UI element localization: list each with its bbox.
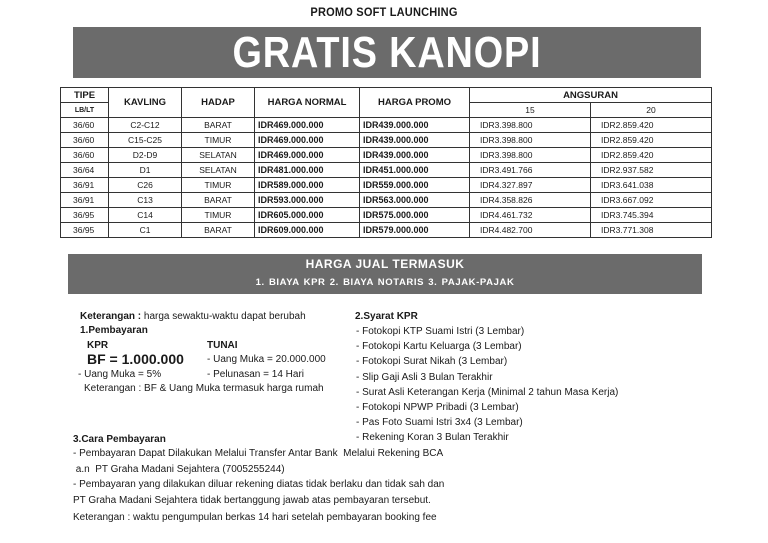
header-tipe-sub: LB/LT	[61, 103, 109, 118]
header-hadap: HADAP	[182, 88, 255, 118]
angsuran-15-cell: IDR4.461.732	[470, 208, 591, 223]
header-tipe: TIPE	[61, 88, 109, 103]
harga-normal-cell: IDR589.000.000	[255, 178, 360, 193]
syarat-title: 2.Syarat KPR	[355, 311, 418, 322]
cara-title: 3.Cara Pembayaran	[73, 434, 166, 445]
hadap-cell: BARAT	[182, 118, 255, 133]
syarat-item: - Pas Foto Suami Istri 3x4 (3 Lembar)	[356, 417, 523, 429]
hadap-cell: BARAT	[182, 223, 255, 238]
tipe-cell: 36/60	[61, 133, 109, 148]
angsuran-20-cell: IDR3.667.092	[591, 193, 712, 208]
promo-label: PROMO SOFT LAUNCHING	[310, 5, 458, 19]
angsuran-20-cell: IDR2.937.582	[591, 163, 712, 178]
hadap-cell: BARAT	[182, 193, 255, 208]
harga-normal-cell: IDR605.000.000	[255, 208, 360, 223]
cara-line: PT Graha Madani Sejahtera tidak bertanggung jawab atas pembayaran tersebut.	[73, 494, 431, 506]
header-tenor-20: 20	[591, 103, 712, 118]
table-row	[61, 148, 712, 163]
angsuran-20-cell: IDR2.859.420	[591, 133, 712, 148]
includes-title: HARGA JUAL TERMASUK	[305, 257, 465, 271]
tipe-cell: 36/95	[61, 223, 109, 238]
table-row	[61, 118, 712, 133]
table-row	[61, 163, 712, 178]
price-table	[60, 87, 712, 238]
uang-muka-kpr: - Uang Muka = 5%	[78, 369, 162, 380]
harga-promo-cell: IDR439.000.000	[360, 148, 470, 163]
angsuran-20-cell: IDR2.859.420	[591, 118, 712, 133]
harga-normal-cell: IDR469.000.000	[255, 148, 360, 163]
hadap-cell: TIMUR	[182, 133, 255, 148]
tipe-cell: 36/95	[61, 208, 109, 223]
table-row	[61, 208, 712, 223]
syarat-item: - Fotokopi KTP Suami Istri (3 Lembar)	[356, 326, 525, 337]
harga-promo-cell: IDR559.000.000	[360, 178, 470, 193]
kavling-cell: C2-C12	[109, 118, 182, 133]
hadap-cell: TIMUR	[182, 178, 255, 193]
pembayaran-title: 1.Pembayaran	[80, 325, 148, 336]
tipe-cell: 36/91	[61, 193, 109, 208]
header-harga-promo: HARGA PROMO	[360, 88, 470, 118]
kavling-cell: C14	[109, 208, 182, 223]
harga-normal-cell: IDR469.000.000	[255, 118, 360, 133]
table-row	[61, 178, 712, 193]
angsuran-20-cell: IDR2.859.420	[591, 148, 712, 163]
angsuran-15-cell: IDR4.358.826	[470, 193, 591, 208]
tipe-cell: 36/60	[61, 118, 109, 133]
bf-note: Keterangan : BF & Uang Muka termasuk harga rumah	[84, 383, 324, 394]
table-row	[61, 133, 712, 148]
uang-muka-tunai: - Uang Muka = 20.000.000	[207, 354, 326, 365]
hadap-cell: SELATAN	[182, 148, 255, 163]
syarat-item: - Fotokopi NPWP Pribadi (3 Lembar)	[356, 402, 519, 413]
header-tenor-15: 15	[470, 103, 591, 118]
syarat-item: - Fotokopi Kartu Keluarga (3 Lembar)	[356, 341, 522, 353]
harga-normal-cell: IDR609.000.000	[255, 223, 360, 238]
angsuran-15-cell: IDR4.482.700	[470, 223, 591, 238]
header-angsuran: ANGSURAN	[470, 88, 712, 103]
kavling-cell: C26	[109, 178, 182, 193]
kpr-label: KPR	[87, 340, 109, 351]
kavling-cell: C13	[109, 193, 182, 208]
pelunasan: - Pelunasan = 14 Hari	[207, 369, 305, 380]
tipe-cell: 36/64	[61, 163, 109, 178]
angsuran-15-cell: IDR4.327.897	[470, 178, 591, 193]
harga-promo-cell: IDR451.000.000	[360, 163, 470, 178]
angsuran-20-cell: IDR3.641.038	[591, 178, 712, 193]
keterangan-label: Keterangan :	[80, 311, 142, 322]
syarat-item: - Surat Asli Keterangan Kerja (Minimal 2 tahun Masa Kerja)	[356, 386, 619, 398]
harga-promo-cell: IDR563.000.000	[360, 193, 470, 208]
tipe-cell: 36/60	[61, 148, 109, 163]
kavling-cell: D1	[109, 163, 182, 178]
header-kavling: KAVLING	[109, 88, 182, 118]
syarat-item: - Rekening Koran 3 Bulan Terakhir	[356, 432, 509, 444]
harga-normal-cell: IDR593.000.000	[255, 193, 360, 208]
angsuran-15-cell: IDR3.398.800	[470, 148, 591, 163]
header-harga-normal: HARGA NORMAL	[255, 88, 360, 118]
syarat-item: - Slip Gaji Asli 3 Bulan Terakhir	[356, 371, 493, 383]
hadap-cell: SELATAN	[182, 163, 255, 178]
tipe-cell: 36/91	[61, 178, 109, 193]
syarat-item: - Fotokopi Surat Nikah (3 Lembar)	[356, 356, 508, 368]
harga-promo-cell: IDR439.000.000	[360, 118, 470, 133]
cara-line: a.n PT Graha Madani Sejahtera (7005255244)	[73, 463, 285, 475]
angsuran-15-cell: IDR3.398.800	[470, 118, 591, 133]
angsuran-20-cell: IDR3.771.308	[591, 223, 712, 238]
includes-items: 1. BIAYA KPR 2. BIAYA NOTARIS 3. PAJAK-PAJAK	[255, 277, 515, 288]
cara-line: - Pembayaran Dapat Dilakukan Melalui Transfer Antar Bank Melalui Rekening BCA	[73, 448, 444, 459]
harga-promo-cell: IDR575.000.000	[360, 208, 470, 223]
harga-normal-cell: IDR481.000.000	[255, 163, 360, 178]
kavling-cell: D2-D9	[109, 148, 182, 163]
angsuran-15-cell: IDR3.398.800	[470, 133, 591, 148]
table-row	[61, 193, 712, 208]
table-row	[61, 223, 712, 238]
hadap-cell: TIMUR	[182, 208, 255, 223]
keterangan-text: harga sewaktu-waktu dapat berubah	[141, 311, 306, 322]
tunai-label: TUNAI	[207, 340, 238, 351]
cara-line: Keterangan : waktu pengumpulan berkas 14 hari setelah pembayaran booking fee	[73, 512, 437, 523]
harga-promo-cell: IDR439.000.000	[360, 133, 470, 148]
kavling-cell: C15-C25	[109, 133, 182, 148]
kavling-cell: C1	[109, 223, 182, 238]
harga-promo-cell: IDR579.000.000	[360, 223, 470, 238]
booking-fee: BF = 1.000.000	[87, 351, 184, 367]
page-title: GRATIS KANOPI	[232, 28, 542, 77]
harga-normal-cell: IDR469.000.000	[255, 133, 360, 148]
keterangan-note	[80, 311, 306, 322]
cara-line: - Pembayaran yang dilakukan diluar rekening diatas tidak berlaku dan tidak sah dan	[73, 479, 445, 490]
angsuran-20-cell: IDR3.745.394	[591, 208, 712, 223]
angsuran-15-cell: IDR3.491.766	[470, 163, 591, 178]
